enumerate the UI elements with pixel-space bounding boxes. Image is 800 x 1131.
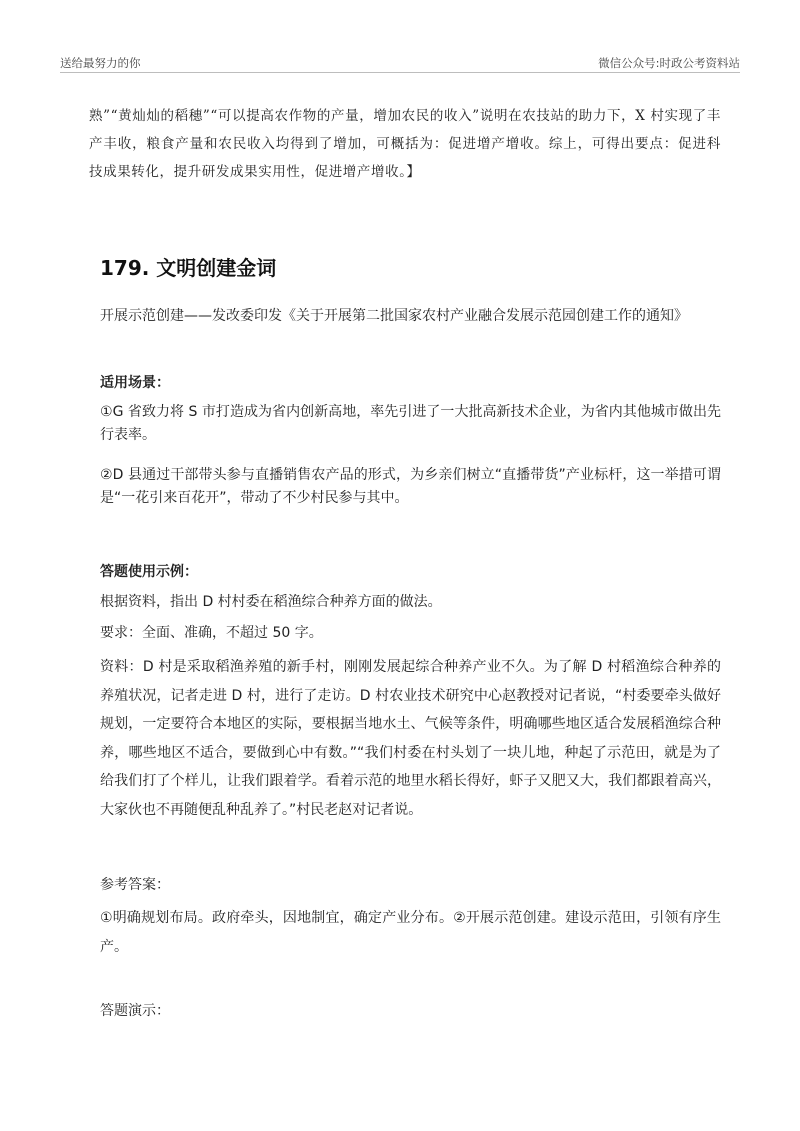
section-subtitle: 开展示范创建——发改委印发《关于开展第二批国家农村产业融合发展示范园创建工作的通知》	[100, 308, 688, 324]
demo-label: 答题演示：	[100, 1003, 170, 1019]
header-left-text: 送给最努力的你	[60, 56, 141, 70]
intro-paragraph: 熟”“黄灿灿的稻穗”“可以提高农作物的产量，增加农民的收入”说明在农技站的助力下，X 村实现了丰产丰收，粮食产量和农民收入均得到了增加，可概括为：促进增产增收。综上，可得出要点：促进科技成果转化，提升研发成果实用性，促进增产增收。】	[89, 108, 721, 180]
answer-text: ①明确规划布局。政府牵头，因地制宜，确定产业分布。②开展示范创建。建设示范田，引领有序生产。	[100, 910, 721, 955]
scenario-label: 适用场景：	[100, 375, 170, 391]
scenario-item-2: ②D 县通过干部带头参与直播销售农产品的形式，为乡亲们树立“直播带货”产业标杆，这一举措可谓是“一花引来百花开”，带动了不少村民参与其中。	[100, 467, 721, 506]
header-right-text: 微信公众号:时政公考资料站	[598, 56, 740, 70]
example-question: 根据资料，指出 D 村村委在稻渔综合种养方面的做法。	[100, 594, 442, 610]
example-requirement: 要求：全面、准确，不超过 50 字。	[100, 625, 323, 641]
page-header	[60, 52, 740, 73]
example-label: 答题使用示例：	[100, 564, 198, 580]
scenario-item-1: ①G 省致力将 S 市打造成为省内创新高地，率先引进了一大批高新技术企业，为省内其他城市做出先行表率。	[100, 404, 721, 443]
example-material: 资料：D 村是采取稻渔养殖的新手村，刚刚发展起综合种养产业不久。为了解 D 村稻渔综合种养的养殖状况，记者走进 D 村，进行了走访。D 村农业技术研究中心赵教授对记者说，“村委要牵头做好规划，一定要符合本地区的实际，要根据当地水土、气候等条件，明确哪些地区适合发展稻渔综合种养，哪些地区不适合，要做到心中有数。”“我们村委在村头划了一块儿地，种起了示范田，就是为了给我们打了个样儿，让我们跟着学。看着示范的地里水稻长得好，虾子又肥又大，我们都跟着高兴，大家伙也不再随便乱种乱养了。”村民老赵对记者说。	[100, 659, 721, 818]
answer-label: 参考答案：	[100, 877, 170, 893]
section-title: 179. 文明创建金词	[100, 256, 277, 280]
